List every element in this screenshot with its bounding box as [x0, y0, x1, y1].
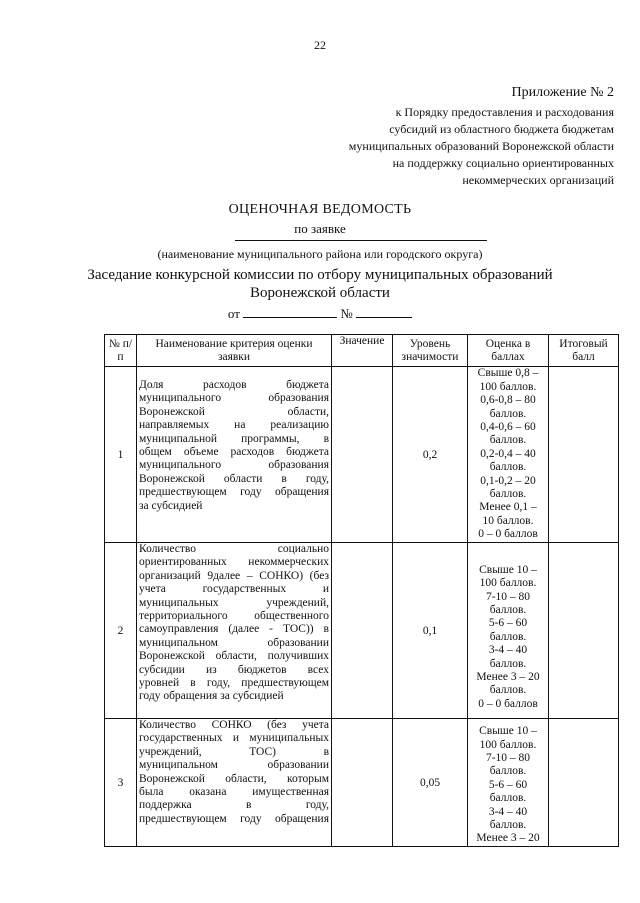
municipality-blank-line [235, 240, 487, 241]
appendix-line: на поддержку социально ориентированных [392, 156, 614, 170]
score-line: 0,6-0,8 – 80 [480, 394, 536, 407]
score-line: баллов. [489, 407, 527, 420]
criterion-line: общем объеме расходов бюджета [139, 446, 329, 459]
number-label: № [340, 306, 353, 321]
level-cell: 0,2 [393, 367, 468, 543]
score-line: 3-4 – 40 [488, 805, 528, 818]
score-line: баллов. [489, 819, 527, 832]
level-cell: 0,05 [393, 719, 468, 847]
value-cell [332, 543, 393, 719]
criterion-line: учета государственных и [139, 583, 329, 596]
criterion-line: муниципальном образовании [139, 636, 329, 649]
session-line: Заседание конкурсной комиссии по отбору муниципальных образований [87, 267, 553, 283]
table-row [105, 543, 619, 719]
score-line: 5-6 – 60 [488, 778, 528, 791]
criterion-line: году обращения за субсидией [139, 690, 284, 703]
criterion-line: за субсидией [139, 499, 203, 512]
table-row [105, 367, 619, 543]
score-line: Менее 0,1 – [479, 501, 537, 514]
score-line: 100 баллов. [479, 577, 537, 590]
score-cell [468, 719, 549, 847]
header-level: Уровень значимости [393, 335, 468, 367]
header-num: № п/п [105, 335, 137, 367]
criterion-line: территориального общественного [139, 610, 329, 623]
criterion-line: самоуправления (далее - ТОС)) в [139, 623, 329, 636]
score-line: 100 баллов. [479, 380, 537, 393]
table-row [105, 719, 619, 847]
criterion-cell [137, 719, 332, 847]
score-line: 7-10 – 80 [485, 590, 531, 603]
criterion-line: поддержка в году, [139, 799, 329, 812]
criterion-line: учреждений, ТОС) в [139, 745, 329, 758]
criterion-line: муниципальном образовании [139, 759, 329, 772]
appendix-line: субсидий из областного бюджета бюджетам [389, 122, 614, 136]
criterion-line: организаций 9далее – СОНКО) (без [139, 569, 329, 582]
score-cell [468, 543, 549, 719]
score-line: 5-6 – 60 [488, 617, 528, 630]
value-cell [332, 719, 393, 847]
number-blank [356, 306, 412, 318]
level-cell: 0,1 [393, 543, 468, 719]
appendix-title: Приложение № 2 [511, 85, 614, 100]
criterion-cell [137, 367, 332, 543]
score-line: 10 баллов. [482, 514, 534, 527]
criterion-cell [137, 543, 332, 719]
score-line: баллов. [489, 630, 527, 643]
document-subtitle: по заявке [294, 221, 346, 236]
score-cell [468, 367, 549, 543]
row-number: 1 [105, 367, 137, 543]
document-title: ОЦЕНОЧНАЯ ВЕДОМОСТЬ [228, 202, 412, 217]
criterion-line: предшествующем году обращения [139, 486, 329, 499]
header-criterion: Наименование критерия оценки заявки [137, 335, 332, 367]
appendix-line: муниципальных образований Воронежской области [348, 139, 614, 153]
score-line: 100 баллов. [479, 738, 537, 751]
score-line: 0,2-0,4 – 40 [480, 447, 536, 460]
score-line: 0,1-0,2 – 20 [480, 474, 536, 487]
session-line: Воронежской области [250, 285, 390, 301]
criterion-line: уровней в году, предшествующем [139, 677, 329, 690]
score-line: 7-10 – 80 [485, 751, 531, 764]
score-line: баллов. [489, 684, 527, 697]
criterion-line: Воронежской области, получивших [139, 650, 329, 663]
appendix-block [349, 84, 614, 189]
criterion-line: предшествующем году обращения [139, 812, 329, 825]
criterion-line: субсидии из бюджетов всех [139, 663, 329, 676]
evaluation-table [104, 334, 619, 847]
score-line: баллов. [489, 792, 527, 805]
table-header-row [105, 335, 619, 367]
date-number-line [0, 306, 640, 322]
score-line: Менее 3 – 20 [476, 671, 540, 684]
value-cell [332, 367, 393, 543]
criterion-line: Количество СОНКО (без учета [139, 719, 329, 731]
row-number: 2 [105, 543, 137, 719]
date-blank [243, 306, 337, 318]
session-heading [0, 266, 640, 302]
criterion-line: муниципальных учреждений, [139, 596, 329, 609]
score-line: баллов. [489, 657, 527, 670]
total-cell [549, 543, 619, 719]
total-cell [549, 719, 619, 847]
criterion-line: муниципальной программы, в [139, 432, 329, 445]
criterion-line: Доля расходов бюджета [139, 379, 329, 391]
criterion-line: Воронежской области в году, [139, 472, 329, 485]
criterion-line: была оказана имущественная [139, 786, 329, 799]
criterion-line: Количество социально [139, 543, 329, 555]
score-line: баллов. [489, 461, 527, 474]
header-score: Оценка в баллах [468, 335, 549, 367]
header-value: Значение [332, 335, 393, 367]
criterion-line: Воронежской области, которым [139, 772, 329, 785]
criterion-line: Воронежской области, [139, 405, 329, 418]
score-line: баллов. [489, 434, 527, 447]
header-total: Итоговый балл [549, 335, 619, 367]
from-label: от [227, 306, 240, 321]
appendix-line: к Порядку предоставления и расходования [395, 105, 614, 119]
row-number: 3 [105, 719, 137, 847]
score-line: 0,4-0,6 – 60 [480, 420, 536, 433]
score-line: баллов. [489, 765, 527, 778]
criterion-line: муниципального образования [139, 392, 329, 405]
criterion-line: государственных и муниципальных [139, 732, 329, 745]
score-line: баллов. [489, 488, 527, 501]
criterion-line: муниципального образования [139, 459, 329, 472]
criterion-line: ориентированных некоммерческих [139, 556, 329, 569]
criterion-line: направляемых на реализацию [139, 419, 329, 432]
page-number: 22 [314, 38, 326, 52]
score-line: баллов. [489, 603, 527, 616]
municipality-note: (наименование муниципального района или городского округа) [157, 247, 483, 261]
score-line: Менее 3 – 20 [476, 832, 540, 845]
appendix-line: некоммерческих организаций [462, 173, 614, 187]
score-line: 0 – 0 баллов [478, 528, 538, 541]
score-line: Свыше 10 – [479, 725, 537, 738]
score-line: Свыше 10 – [479, 563, 537, 576]
score-line: Свыше 0,8 – [477, 367, 539, 380]
score-line: 0 – 0 баллов [478, 697, 538, 710]
total-cell [549, 367, 619, 543]
score-line: 3-4 – 40 [488, 644, 528, 657]
